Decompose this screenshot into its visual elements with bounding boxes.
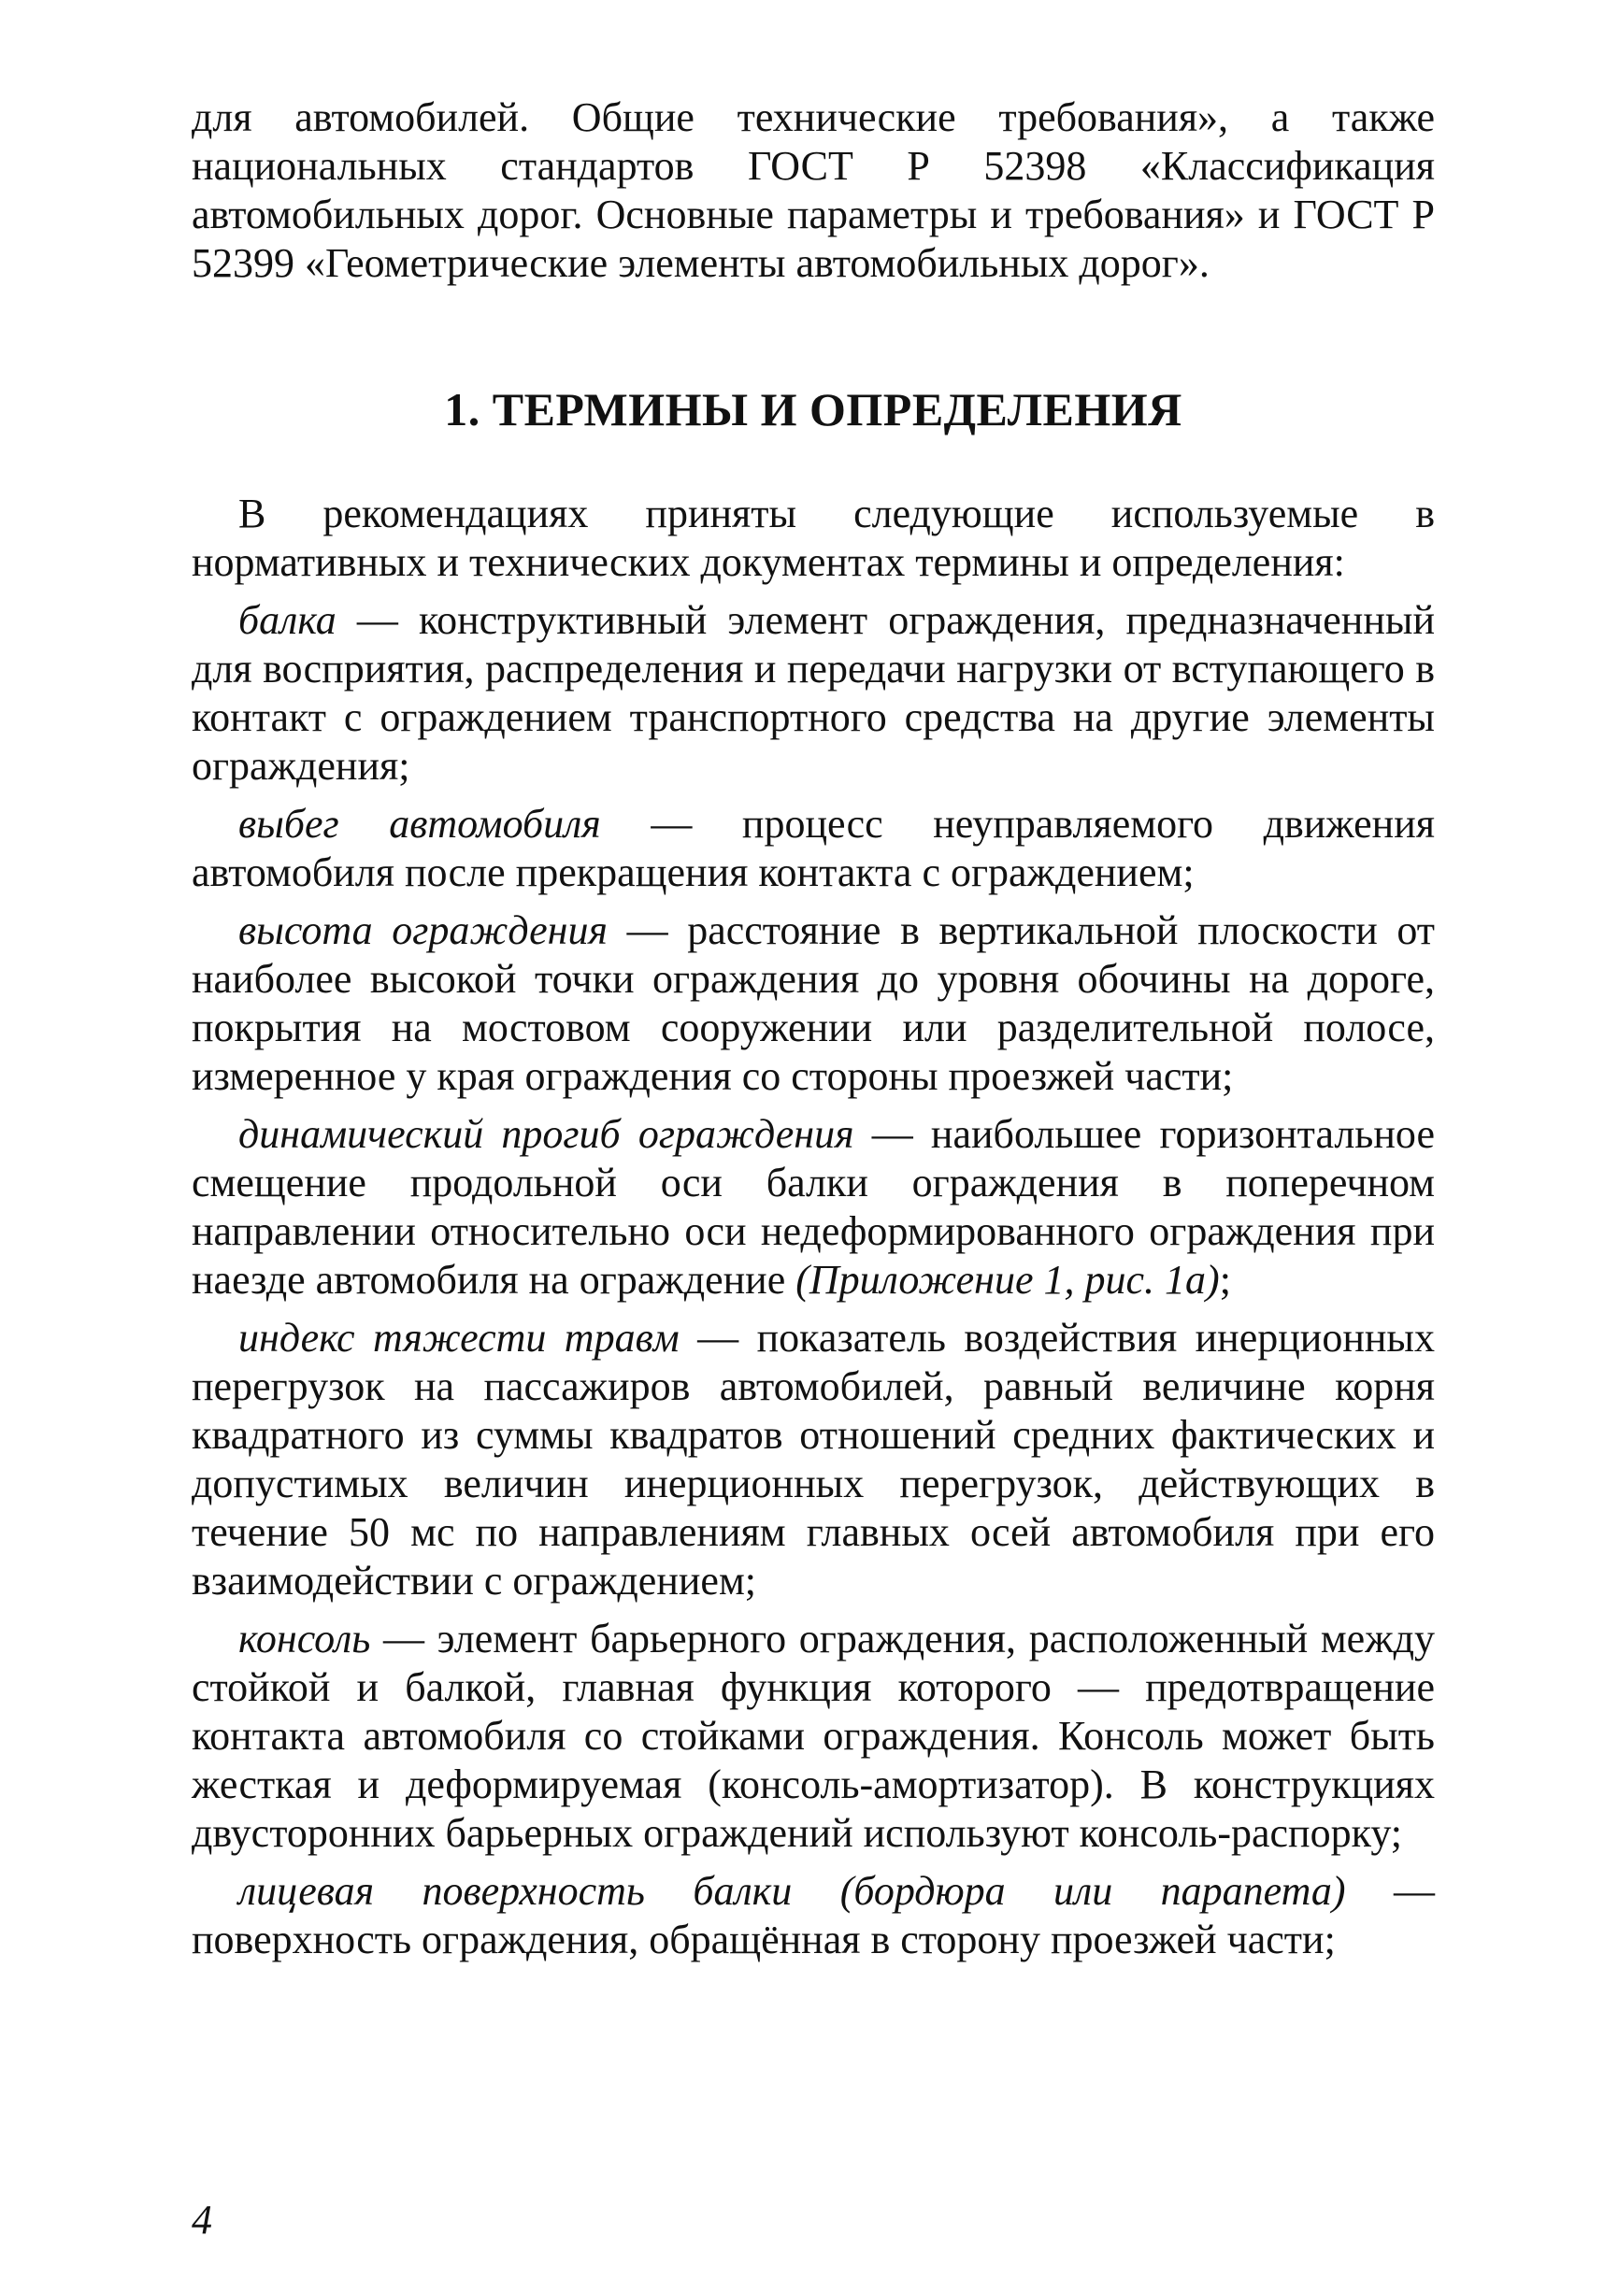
term-definition: — процесс неуправляемого движения автомобиля после прекращения контакта с ограждением;	[192, 801, 1435, 895]
term-name: консоль	[238, 1616, 371, 1661]
term-entry-konsol	[192, 1615, 1435, 1858]
term-entry-licevaya	[192, 1867, 1435, 1964]
section-lead: В рекомендациях приняты следующие используемые в нормативных и технических документах термины и определения:	[192, 491, 1435, 585]
term-name: выбег автомобиля	[238, 801, 601, 847]
document-page	[192, 93, 1435, 1974]
term-name: высота ограждения	[238, 907, 608, 953]
term-definition: — элемент барьерного ограждения, расположенный между стойкой и балкой, главная функция которого — предотвращение контакта автомобиля со стойками ограждения. Консоль может быть жесткая и деформируемая (консоль-амортизатор). В конструкциях двусторонних барьерных ограждений используют консоль-распорку;	[192, 1616, 1435, 1856]
term-name: лицевая поверхность балки (бордюра или парапета)	[238, 1868, 1346, 1914]
term-definition: — расстояние в вертикальной плоскости от наиболее высокой точки ограждения до уровня обочины на дороге, покрытия на мостовом сооружении или разделительной полосе, измеренное у края ограждения со стороны проезжей части;	[192, 907, 1436, 1099]
term-name: динамический прогиб ограждения	[238, 1111, 854, 1157]
term-reference: (Приложение 1, рис. 1а)	[795, 1257, 1220, 1303]
term-entry-progib	[192, 1110, 1435, 1305]
term-name: балка	[238, 597, 337, 643]
section-title: 1. ТЕРМИНЫ И ОПРЕДЕЛЕНИЯ	[444, 383, 1182, 435]
intro-paragraph: для автомобилей. Общие технические требования», а также национальных стандартов ГОСТ Р 52398 «Классификация автомобильных дорог. Основные параметры и требования» и ГОСТ Р 52399 «Геометрические элементы автомобильных дорог».	[192, 94, 1435, 286]
term-definition: — наибольшее горизонтальное смещение продольной оси балки ограждения в поперечном направлении относительно оси недеформированного ограждения при наезде автомобиля на ограждение	[192, 1111, 1435, 1303]
term-entry-vysota	[192, 906, 1435, 1101]
term-entry-indeks	[192, 1314, 1435, 1605]
term-definition: — поверхность ограждения, обращённая в сторону проезжей части;	[192, 1868, 1435, 1962]
term-definition: — конструктивный элемент ограждения, предназначенный для восприятия, распределения и передачи нагрузки от вступающего в контакт с ограждением транспортного средства на другие элементы ограждения;	[192, 597, 1435, 789]
term-name: индекс тяжести травм	[238, 1315, 680, 1361]
term-definition: — показатель воздействия инерционных перегрузок на пассажиров автомобилей, равный величине корня квадратного из суммы квадратов отношений средних фактических и допустимых величин инерционных перегрузок, действующих в течение 50 мс по направлениям главных осей автомобиля при его взаимодействии с ограждением;	[192, 1315, 1435, 1604]
page-number: 4	[192, 2197, 212, 2243]
term-entry-balka	[192, 596, 1435, 791]
term-tail: ;	[1219, 1257, 1231, 1303]
intro-block	[192, 93, 1435, 288]
term-entry-vybeg	[192, 800, 1435, 897]
